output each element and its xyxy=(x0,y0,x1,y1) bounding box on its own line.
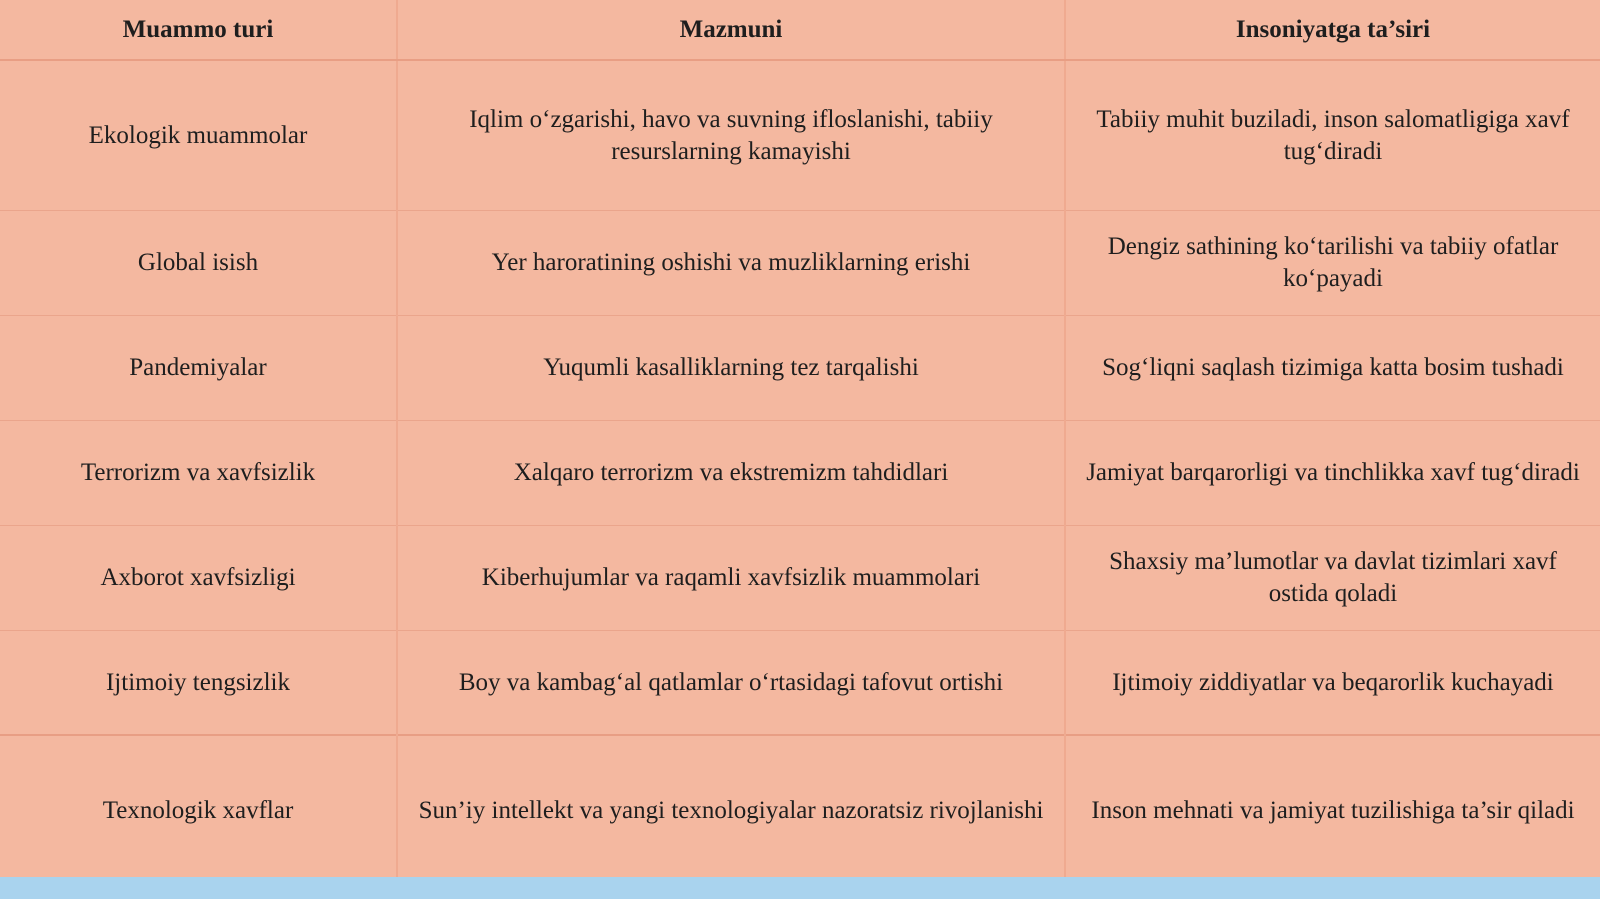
cell-impact: Tabiiy muhit buziladi, inson salomatligiga xavf tugʻdiradi xyxy=(1065,60,1600,211)
cell-impact: Inson mehnati va jamiyat tuzilishiga ta’sir qiladi xyxy=(1065,735,1600,885)
table-row xyxy=(0,421,1600,526)
cell-problem-type: Global isish xyxy=(0,211,397,316)
table-row xyxy=(0,316,1600,421)
cell-problem-type: Ekologik muammolar xyxy=(0,60,397,211)
cell-problem-type: Terrorizm va xavfsizlik xyxy=(0,421,397,526)
header-problem-type: Muammo turi xyxy=(0,0,397,60)
table-row xyxy=(0,526,1600,631)
cell-impact: Dengiz sathining koʻtarilishi va tabiiy ofatlar koʻpayadi xyxy=(1065,211,1600,316)
cell-problem-type: Ijtimoiy tengsizlik xyxy=(0,631,397,736)
cell-problem-type: Pandemiyalar xyxy=(0,316,397,421)
table-header-row xyxy=(0,0,1600,60)
cell-content: Yuqumli kasalliklarning tez tarqalishi xyxy=(397,316,1065,421)
table-row xyxy=(0,735,1600,885)
cell-impact: Sogʻliqni saqlash tizimiga katta bosim tushadi xyxy=(1065,316,1600,421)
table-row xyxy=(0,211,1600,316)
cell-content: Sun’iy intellekt va yangi texnologiyalar nazoratsiz rivojlanishi xyxy=(397,735,1065,885)
table-row xyxy=(0,60,1600,211)
header-impact: Insoniyatga ta’siri xyxy=(1065,0,1600,60)
cell-impact: Ijtimoiy ziddiyatlar va beqarorlik kuchayadi xyxy=(1065,631,1600,736)
table-row xyxy=(0,631,1600,736)
cell-content: Boy va kambagʻal qatlamlar oʻrtasidagi tafovut ortishi xyxy=(397,631,1065,736)
bottom-color-strip xyxy=(0,877,1600,899)
header-content: Mazmuni xyxy=(397,0,1065,60)
cell-impact: Shaxsiy ma’lumotlar va davlat tizimlari xavf ostida qoladi xyxy=(1065,526,1600,631)
cell-content: Kiberhujumlar va raqamli xavfsizlik muammolari xyxy=(397,526,1065,631)
cell-content: Xalqaro terrorizm va ekstremizm tahdidlari xyxy=(397,421,1065,526)
cell-content: Yer haroratining oshishi va muzliklarning erishi xyxy=(397,211,1065,316)
cell-problem-type: Texnologik xavflar xyxy=(0,735,397,885)
cell-content: Iqlim oʻzgarishi, havo va suvning ifloslanishi, tabiiy resurslarning kamayishi xyxy=(397,60,1065,211)
cell-impact: Jamiyat barqarorligi va tinchlikka xavf tugʻdiradi xyxy=(1065,421,1600,526)
cell-problem-type: Axborot xavfsizligi xyxy=(0,526,397,631)
